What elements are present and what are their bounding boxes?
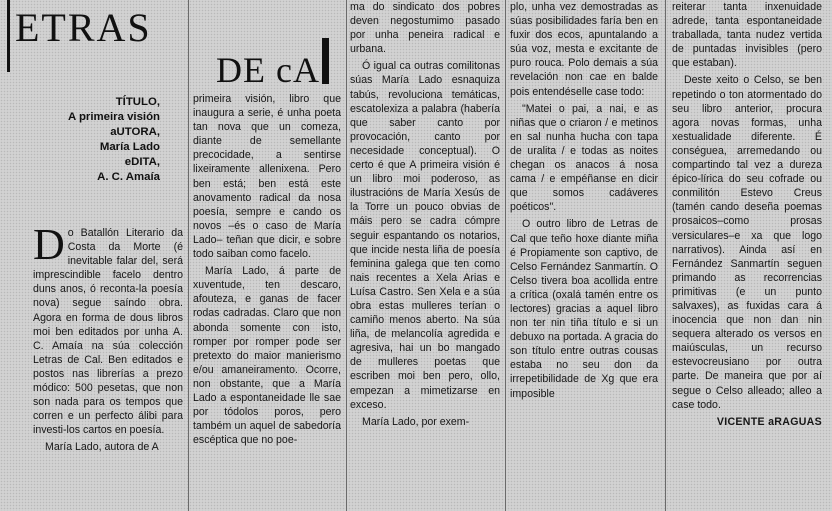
credit-label-author: aUTORA,: [110, 126, 160, 138]
paragraph: reiterar tanta inxenuidade adrede, tanta espontaneidade traballada, tanta nudez vertida de puntadas invisibles (pero que estaban).: [672, 1, 822, 70]
paragraph: María Lado, autora de A: [45, 441, 159, 454]
paragraph: o Batallón Literario da Costa da Morte (é inevitable falar del, será imprescindible facelo dentro duns anos, ó reconta-la poesía nova) segue saíndo obra. Agora en forma de dous libros moi ben editados por unha A. C. Amaía na súa colección Letras de Cal. Ben editados e postos nas librerías a prezo módico: 500 pesetas, que non son nada para os tempos que corren e un perfecto álibi para investi-los cartos en poesía.: [33, 227, 183, 437]
paragraph: María Lado, á parte de xuventude, ten descaro, afouteza, e ganas de facer rodas cadradas. Claro que non abonda somente con isto, romper por romper pode ser pretexto do maior manierismo e/ou amaneiramento. Ocorre, non obstante, que a María Lado a espontaneidade lle sae por tódolos poros, pero também un aquel de sabedoría escéptica que no poe-: [193, 265, 341, 447]
credit-publisher: A. C. Amaía: [97, 171, 160, 183]
article-column-1: [33, 226, 183, 511]
book-credits: [40, 95, 160, 185]
credit-book-title: A primeira visión: [68, 111, 160, 123]
credit-label-title: TÍTULO,: [115, 96, 160, 108]
column-rule: [665, 0, 666, 511]
section-title-continued: DE cA: [216, 50, 320, 90]
article-column-2: [193, 92, 341, 511]
title-bar-right: [322, 38, 329, 84]
credit-author: María Lado: [99, 141, 160, 153]
paragraph: ma do sindicato dos pobres deven negostumimo pasado por unha peneira radical e urbana.: [350, 1, 500, 56]
article-column-4: [510, 0, 658, 511]
article-column-5: [672, 0, 822, 511]
title-bar-left: [7, 0, 10, 72]
section-title: ETRAS: [15, 5, 152, 50]
paragraph: Deste xeito o Celso, se ben repetindo o ton atormentado do seu libro anterior, procura agora novas formas, unha xestualidade diferente. É conséguea, arremedando ou compartindo tal vez a dureza épico-lírica do seu cofrade ou conmilitón Estevo Creus (tamén cando deseña poemas prosaicos–como prosas versiculares–e xa que logo narrativos). Ainda así en Fernández Sanmartín seguen primando as recorrencias primitivas (e un punto salvaxes), as fuxidas cara á inocencia que non dan nin sequera alterado os versos en maiúsculas, un recurso estevocreusiano por outra parte. De maneira que por aí segue o Celso alleado; alleo a case todo.: [672, 74, 822, 411]
column-rule: [188, 0, 189, 511]
column-rule: [346, 0, 347, 511]
article-column-3: [350, 0, 500, 511]
author-signature: VICENTE aRAGUAS: [716, 415, 822, 428]
column-rule: [505, 0, 506, 511]
paragraph: plo, unha vez demostradas as súas posibilidades faría ben en fuxir dos ecos, apuntalando a súa voz, mesta e excitante de puro rouca. Polo demais a súa revelación non cae en balde pois entendéselle case todo:: [510, 1, 658, 98]
credit-label-publisher: eDITA,: [124, 156, 160, 168]
quotation: "Matei o pai, a nai, e as niñas que o criaron / e metinos en sal nunha hucha con tapa de uralita / e todas as noites chegan os anacos á nosa cama / e empéñanse en dicir que somos cadáveres poéticos".: [510, 102, 658, 214]
drop-cap: D: [33, 226, 65, 269]
paragraph: María Lado, por exem-: [362, 415, 470, 428]
paragraph: O outro libro de Letras de Cal que teño hoxe diante miña é Propiamente son captivo, de Celso Fernández Sanmartín. O Celso tivera boa acollida entre a crítica (oxalá tamén entre os lectores) gracias a aquel libro non ter nin tiña título e si un debuxo na portada. A gracia do son título entre outras cousas estaba no seu don da irrepetibilidade de Xg que era imposible: [510, 218, 658, 400]
paragraph: Ó igual ca outras comilitonas súas María Lado esnaquiza tabús, revoluciona temáticas, escatolexiza a palabra (habería que saber canto por provocación, canto por necesidade conceptual). O certo é que A primeira visión é un libro moi poderoso, as ilustracións de María Xesús de la Torre un pouco obvias de máis pero se cadra cómpre seguir espantando os notarios, que incide nesta liña de poesía feminina galega que ten como nais recentes a Xela Arias e Luísa Castro. Sen Xela e a súa obra estas mulleres terían o camiño menos aberto. Na súa liña, de melancolía agredida e agresiva, hai un bo mangado de mulleres poetas que escriben moi ben pero, ollo, empezan a mimetizarse en exceso.: [350, 60, 500, 411]
paragraph: primeira visión, libro que inaugura a serie, é unha poeta tan nova que un comeza, diante de semellante precocidade, a sentirse lixeiramente allenixena. Pero ben está; ben está este anovamento radical da nosa poesía, sempre e cando os novos –és o caso de María Lado– teñan que dicir, e sobre todo saiban como facelo.: [193, 93, 341, 261]
